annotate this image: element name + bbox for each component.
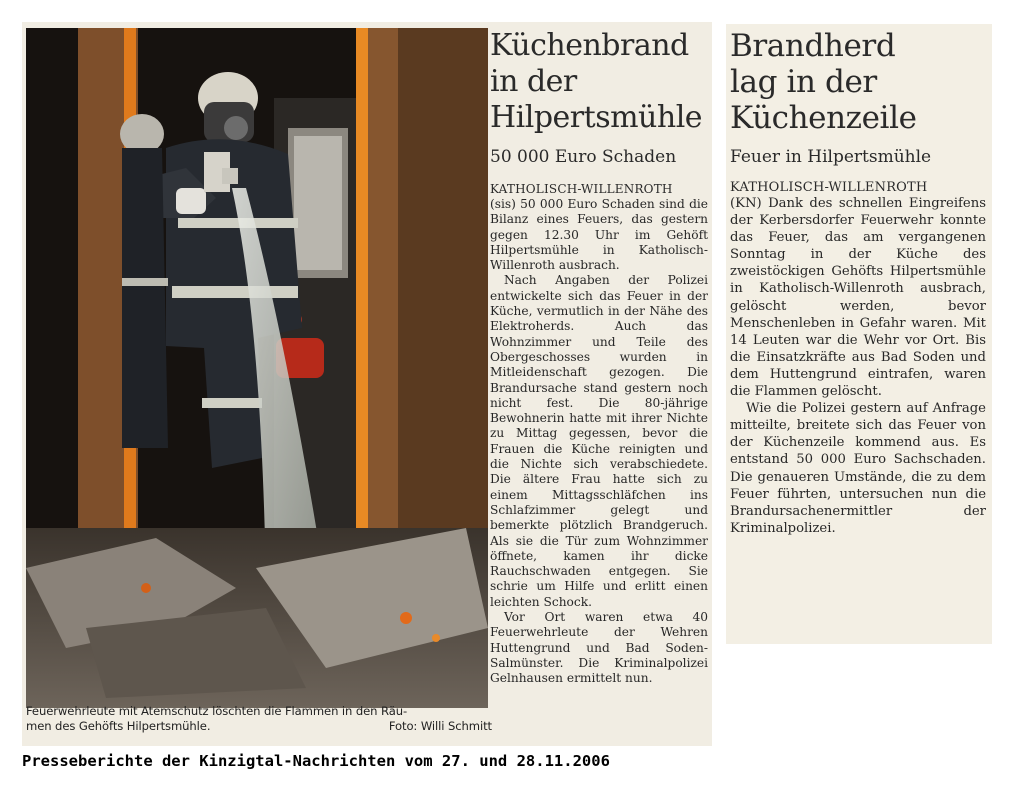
article-paragraph: Wie die Polizei gestern auf Anfrage mitteilte, breitete sich das Feuer von der Küchenzeile kommend aus. Es entstand 50 000 Euro Sachschaden. Die genaueren Umstände, die zu dem Feuer führten, untersuchen nun die Brandursachenermittler der Kriminalpolizei.	[730, 401, 986, 536]
press-report-caption: Presseberichte der Kinzigtal-Nachrichten vom 27. und 28.11.2006	[22, 752, 610, 770]
article-1-subheadline: 50 000 Euro Schaden	[490, 147, 677, 167]
newspaper-clipping-2	[726, 24, 992, 644]
article-2-subheadline: Feuer in Hilpertsmühle	[730, 147, 932, 167]
article-1-dateline: KATHOLISCH-WILLENROTH	[490, 182, 673, 196]
fire-scene-photo	[26, 28, 488, 708]
headline-line: Brandherd	[730, 28, 896, 64]
headline-line: Hilpertsmühle	[490, 100, 703, 135]
article-paragraph: (KN) Dank des schnellen Eingreifens der Kerbersdorfer Feuerwehr konnte das Feuer, das am vergangenen Sonntag in der Küche des zweistöckigen Gehöfts Hilpertsmühle in Katholisch-Willenroth ausbrach, gelöscht werden, bevor Menschenleben in Gefahr waren. Mit 14 Leuten war die Wehr vor Ort. Bis die Einsatzkräfte aus Bad Soden und dem Huttengrund eintrafen, waren die Flammen gelöscht.	[730, 196, 986, 400]
photo-caption-line-1: Feuerwehrleute mit Atemschutz löschten die Flammen in den Räu-	[26, 704, 408, 718]
headline-line: Küchenbrand	[490, 28, 689, 63]
article-2-headline	[730, 28, 986, 136]
firefighter-illustration	[26, 28, 488, 708]
article-paragraph: Nach Angaben der Polizei entwickelte sich das Feuer in der Küche, vermutlich in der Nähe des Elektroherds. Auch das Wohnzimmer und Teile des Obergeschosses wurden in Mitleidenschaft gezogen. Die Brandursache stand gestern noch nicht fest. Die 80-jährige Bewohnerin hatte mit ihrer Nichte zu Mittag gegessen, bevor die Frauen die Küche reinigten und die Nichte sich verabschiedete. Die ältere Frau hatte sich zu einem Mittagsschläfchen ins Schlafzimmer gelegt und bemerkte plötzlich Brandgeruch. Als sie die Tür zum Wohnzimmer öffnete, kamen ihr dicke Rauchschwaden entgegen. Sie schrie um Hilfe und erlitt einen leichten Schock.	[490, 273, 708, 609]
photo-caption	[26, 704, 494, 740]
article-2-body	[730, 195, 986, 537]
article-2	[730, 28, 986, 537]
article-2-dateline: KATHOLISCH-WILLENROTH	[730, 180, 928, 195]
headline-line: Küchenzeile	[730, 100, 917, 136]
article-paragraph: (sis) 50 000 Euro Schaden sind die Bilanz eines Feuers, das gestern gegen 12.30 Uhr im Gehöft Hilpertsmühle in Katholisch-Willenroth ausbrach.	[490, 197, 708, 273]
article-1	[490, 28, 708, 687]
newspaper-clipping-1	[22, 22, 712, 746]
headline-line: in der	[490, 64, 577, 99]
headline-line: lag in der	[730, 64, 877, 100]
article-1-headline	[490, 28, 708, 136]
article-1-body	[490, 197, 708, 687]
photo-credit: Foto: Willi Schmitt	[388, 719, 492, 733]
photo-caption-line-2: men des Gehöfts Hilpertsmühle.	[26, 719, 211, 733]
article-paragraph: Vor Ort waren etwa 40 Feuerwehrleute der Wehren Huttengrund und Bad Soden-Salmünster. Die Kriminalpolizei Gelnhausen ermittelt nun.	[490, 610, 708, 686]
